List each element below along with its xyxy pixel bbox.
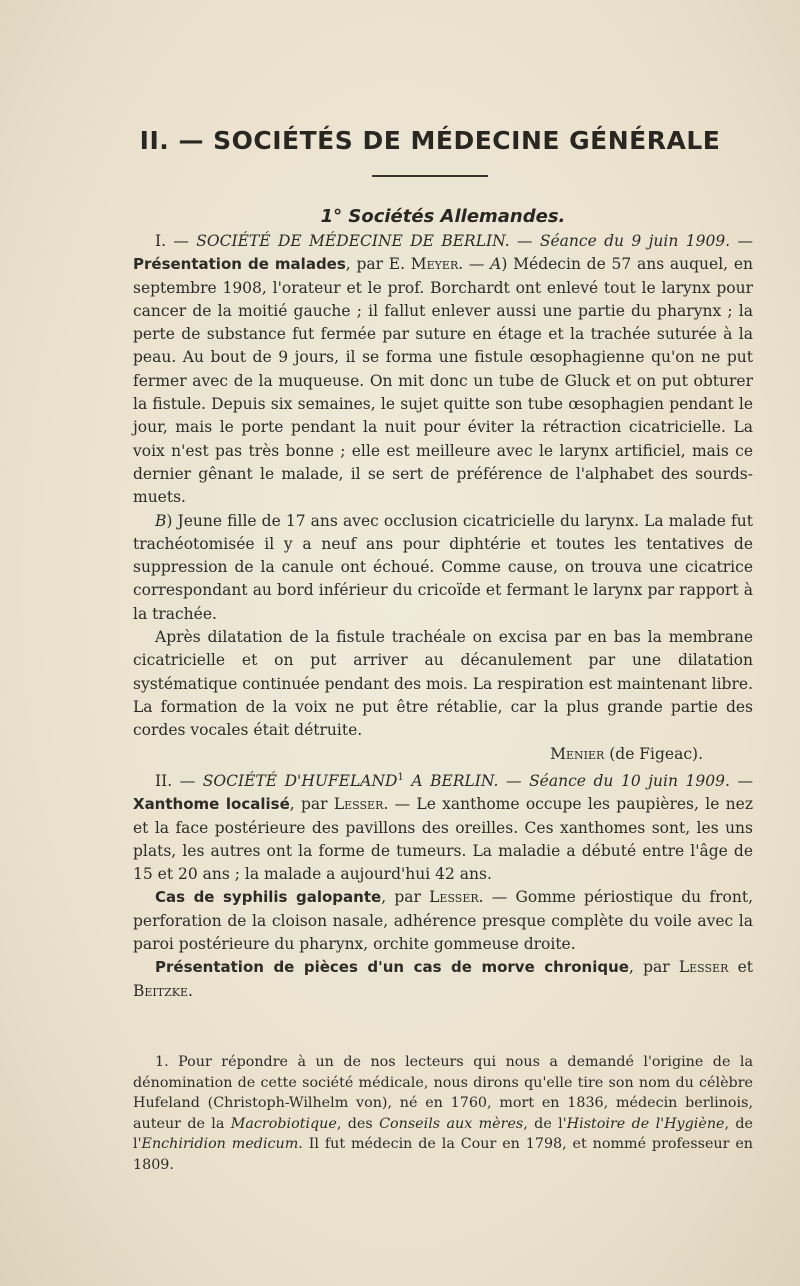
author-name: Beitzke bbox=[133, 981, 188, 1000]
author-name: Lesser bbox=[678, 958, 729, 977]
society-title: SOCIÉTÉ DE MÉDECINE DE BERLIN. bbox=[196, 232, 510, 250]
society-title: SOCIÉTÉ D'HUFELAND bbox=[202, 771, 398, 790]
author-name: Lesser bbox=[429, 888, 479, 907]
chapter-heading: II. — SOCIÉTÉS DE MÉDECINE GÉNÉRALE bbox=[139, 126, 721, 155]
syphilis-paragraph: Cas de syphilis galopante, par Lesser. — Gomme périostique du front, perforation de la cloison nasale, adhérence presque complète du voile avec la paroi postérieure du pharynx, orchite gommeuse droite. bbox=[133, 888, 753, 954]
morve-paragraph: Présentation de pièces d'un cas de morve chronique, par Lesser et Beitzke. bbox=[133, 958, 753, 1000]
author-name: Lesser bbox=[333, 795, 384, 814]
footnote-1: 1. Pour répondre à un de nos lecteurs qui nous a demandé l'origine de la dénomination de cette société médicale, nous dirons qu'elle tire son nom du célèbre Hufeland (Christoph-Wilhelm von), né en 1760, mort en 1836, médecin berlinois, auteur de la Macrobiotique, des Conseils aux mères, de l'Histoire de l'Hygiène, de l'Enchiridion medicum. Il fut médecin de la Cour en 1798, et nommé professeur en 1809. bbox=[133, 1054, 753, 1173]
author-name: Meyer bbox=[410, 255, 459, 274]
section2-paragraph: II. — SOCIÉTÉ D'HUFELAND$^1$ A BERLIN. — Séance du 10 juin 1909. — Xanthome localisé, par Lesser. — Le xanthome occupe les paupières, le nez et la face postérieure des pavillons des oreilles. Ces xanthomes sont, les uns plats, les autres ont la forme de tumeurs. La maladie a débuté entre l'âge de 15 et 20 ans ; la malade a aujourd'hui 42 ans. bbox=[133, 771, 753, 884]
topic-title: Xanthome localisé bbox=[133, 795, 290, 814]
footnote-marker: 1 bbox=[397, 771, 404, 783]
topic-title: Présentation de malades bbox=[133, 255, 346, 274]
section-subheading: 1° Sociétés Allemandes. bbox=[320, 206, 566, 227]
topic-title: Présentation de pièces d'un cas de morve chronique bbox=[155, 958, 629, 977]
section1-paragraph: I. — SOCIÉTÉ DE MÉDECINE DE BERLIN. — Séance du 9 juin 1909. — Présentation de malades, par E. Meyer. — A) Médecin de 57 ans auquel, en septembre 1908, l'orateur et le prof. Borchardt ont enlevé tout le larynx pour cancer de la moitié gauche ; il fallut enlever aussi une partie du pharynx ; la perte de substance fut fermée par suture en étage et la trachée suturée à la peau. Au bout de 9 jours, il se forma une fistule œsophagienne qu'on ne put fermer avec de la muqueuse. On mit donc un tube de Gluck et on put obturer la fistule. Depuis six semaines, le sujet quitte son tube œsophagien pendant le jour, mais le porte pendant la nuit pour éviter la rétraction cicatricielle. La voix n'est pas très bonne ; elle est meilleure avec le larynx artificiel, mais ce dernier gênant le malade, il se sert de préférence de l'alphabet des sourds-muets. bbox=[133, 232, 753, 507]
case-b-continuation: Après dilatation de la fistule trachéale on excisa par en bas la membrane cicatricielle et on put arriver au décanulement par une dilatation systématique continuée pendant des mois. La respiration est maintenant libre. La formation de la voix ne put être rétablie, car la plus grande partie des cordes vocales était détruite. bbox=[133, 628, 753, 740]
topic-title: Cas de syphilis galopante bbox=[155, 888, 382, 907]
case-label: B bbox=[155, 511, 167, 530]
signature: Menier (de Figeac). bbox=[550, 744, 703, 763]
session-date: Séance du 9 juin 1909. bbox=[539, 232, 731, 250]
case-label: A bbox=[490, 255, 502, 274]
session-date: Séance du 10 juin 1909. bbox=[529, 771, 730, 790]
footnotes bbox=[133, 1052, 753, 1175]
heading-rule bbox=[372, 175, 488, 177]
case-b-paragraph: B) Jeune fille de 17 ans avec occlusion cicatricielle du larynx. La malade fut trachéotomisée il y a neuf ans pour diphtérie et toutes les tentatives de suppression de la canule ont échoué. Comme cause, on trouva une cicatrice correspondant au bord inférieur du cricoïde et fermant le larynx par rapport à la trachée. bbox=[133, 511, 753, 623]
body-text bbox=[133, 230, 753, 1003]
